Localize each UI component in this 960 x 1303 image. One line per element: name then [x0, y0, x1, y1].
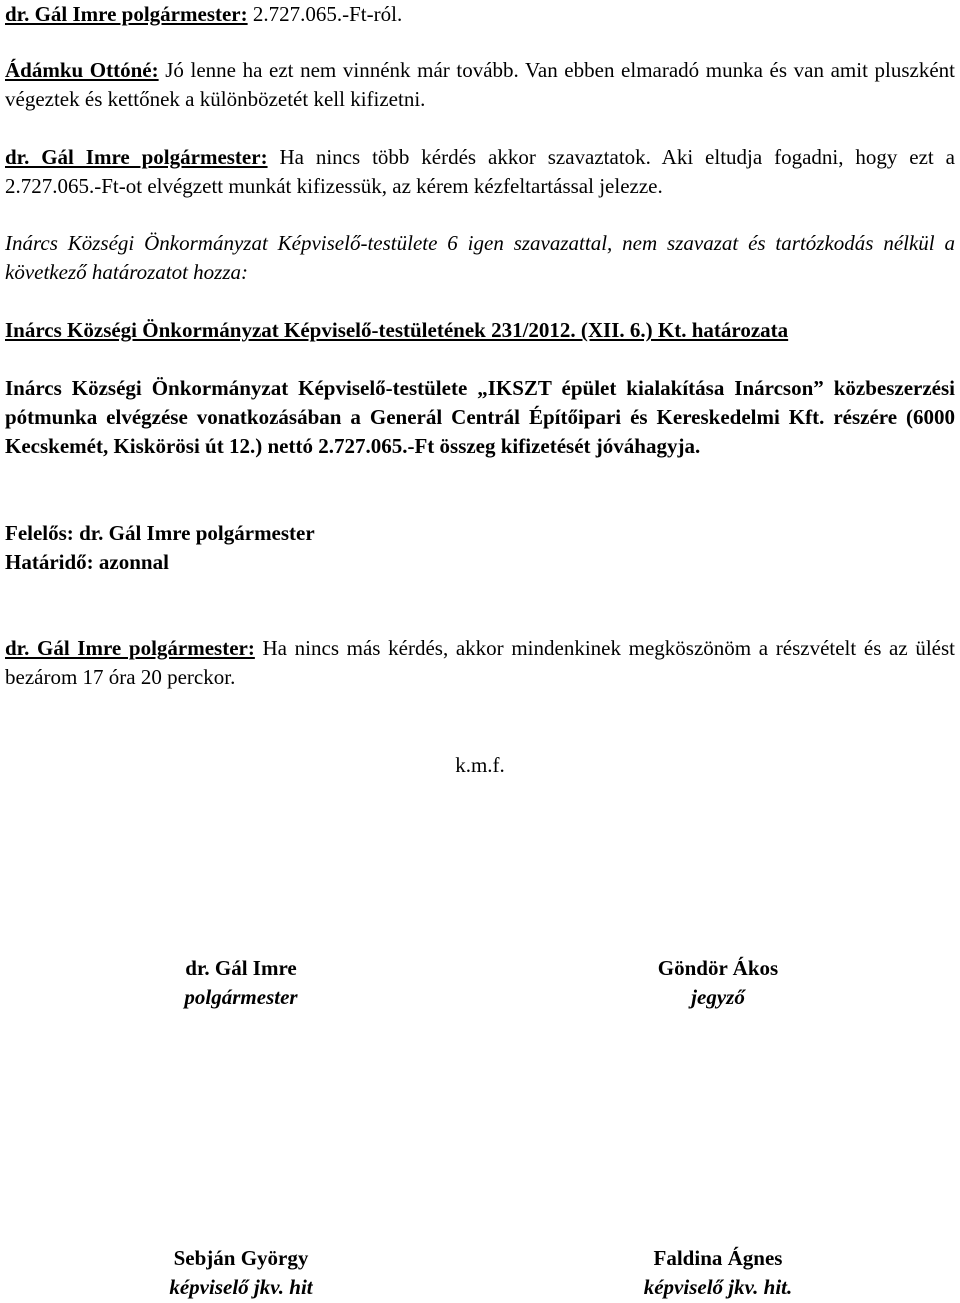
- speaker-label: dr. Gál Imre polgármester:: [5, 636, 255, 660]
- signature-mayor: [91, 954, 391, 1012]
- responsible-value: dr. Gál Imre polgármester: [73, 521, 315, 545]
- signature-name: Faldina Ágnes: [653, 1246, 783, 1270]
- signature-member-1: [91, 1244, 391, 1302]
- vote-statement: Inárcs Községi Önkormányzat Képviselő-testülete 6 igen szavazattal, nem szavazat és tartózkodás nélkül a következő határozatot hozza:: [5, 231, 955, 284]
- signature-role: képviselő jkv. hit: [169, 1275, 313, 1299]
- deadline-value: azonnal: [93, 550, 169, 574]
- deadline-line: [5, 548, 955, 577]
- signature-notary: [568, 954, 868, 1012]
- resolution-title: Inárcs Községi Önkormányzat Képviselő-testületének 231/2012. (XII. 6.) Kt. határozata: [5, 318, 789, 342]
- responsible-line: [5, 519, 955, 548]
- signature-role: jegyző: [691, 985, 745, 1009]
- signature-name: Sebján György: [173, 1246, 309, 1270]
- paragraph-text: Jó lenne ha ezt nem vinnénk már tovább. Van ebben elmaradó munka és van amit pluszként végeztek és kettőnek a különbözetét kell kifizetni.: [5, 58, 955, 111]
- paragraph-mayor-2: [5, 143, 955, 201]
- responsible-label: Felelős:: [5, 521, 74, 545]
- kmf-label: k.m.f.: [455, 753, 505, 777]
- paragraph-text: 2.727.065.-Ft-ról.: [247, 2, 403, 26]
- signature-role: képviselő jkv. hit.: [643, 1275, 793, 1299]
- speaker-label: dr. Gál Imre polgármester:: [5, 2, 248, 26]
- signature-name: Göndör Ákos: [657, 956, 779, 980]
- signature-member-2: [568, 1244, 868, 1302]
- speaker-label: Ádámku Ottóné:: [5, 58, 159, 82]
- speaker-label: dr. Gál Imre polgármester:: [5, 145, 268, 169]
- signature-name: dr. Gál Imre: [185, 956, 297, 980]
- paragraph-adamku: [5, 56, 955, 114]
- paragraph-text: Ha nincs több kérdés akkor szavaztatok. Aki eltudja fogadni, hogy ezt a 2.727.065.-Ft-ot elvégzett munkát kifizessük, az kérem kézfeltartással jelezze.: [5, 145, 955, 198]
- deadline-label: Határidő:: [5, 550, 94, 574]
- paragraph-mayor-3: [5, 634, 955, 692]
- resolution-body: Inárcs Községi Önkormányzat Képviselő-testülete „IKSZT épület kialakítása Inárcson” közbeszerzési pótmunka elvégzése vonatkozásában a Generál Centrál Építőipari és Kereskedelmi Kft. részére (6000 Kecskemét, Kiskörösi út 12.) nettó 2.727.065.-Ft összeg kifizetését jóváhagyja.: [5, 376, 955, 458]
- paragraph-mayor-1: [5, 0, 955, 29]
- paragraph-text: Ha nincs más kérdés, akkor mindenkinek megköszönöm a részvételt és az ülést bezárom 17 óra 20 perckor.: [5, 636, 955, 689]
- signature-role: polgármester: [184, 985, 298, 1009]
